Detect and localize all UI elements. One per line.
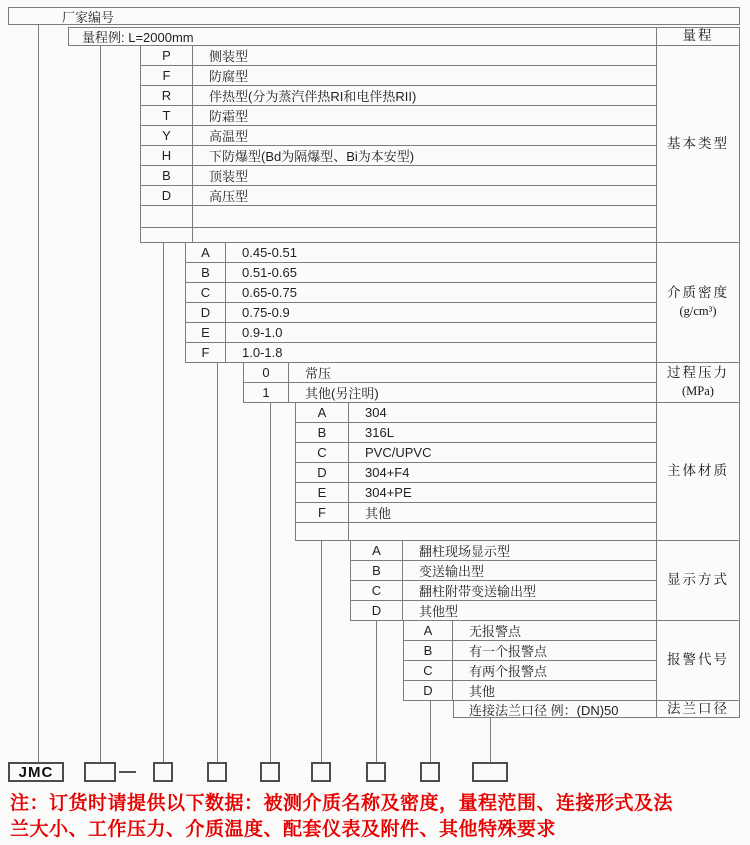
section-pressure xyxy=(243,362,740,403)
desc-cell xyxy=(193,228,656,242)
ordering-note: 注：订货时请提供以下数据：被测介质名称及密度，量程范围、连接形式及法兰大小、工作压力、介质温度、配套仪表及附件、其他特殊要求 xyxy=(10,793,674,840)
desc-cell: 变送输出型 xyxy=(419,564,485,579)
desc-cell: PVC/UPVC xyxy=(365,445,432,460)
connector-line-pressure xyxy=(270,402,271,762)
table-row xyxy=(186,263,656,283)
connector-line-manufacturer xyxy=(38,24,39,762)
category-label: 基本类型 xyxy=(667,135,729,151)
table-row xyxy=(141,126,656,146)
table-row-empty xyxy=(296,523,656,540)
code-cell: B xyxy=(141,166,193,185)
connector-line-basic-type xyxy=(163,242,164,762)
code-cell: C xyxy=(186,283,226,302)
table-row xyxy=(186,243,656,263)
code-cell xyxy=(141,228,193,242)
desc-cell: 304 xyxy=(365,405,387,420)
flange-text: 连接法兰口径 例：(DN)50 xyxy=(469,702,619,718)
table-row xyxy=(404,621,656,641)
table-row xyxy=(404,641,656,661)
desc-cell: 常压 xyxy=(305,366,332,381)
table-row xyxy=(186,303,656,323)
code-cell: A xyxy=(296,403,349,422)
code-cell: E xyxy=(186,323,226,342)
code-cell: C xyxy=(404,661,453,680)
desc-cell: 1.0-1.8 xyxy=(242,345,283,360)
desc-cell: 0.65-0.75 xyxy=(242,285,297,300)
code-cell: F xyxy=(141,66,193,85)
code-cell: A xyxy=(186,243,226,262)
code-cell: F xyxy=(296,503,349,522)
category-label: 显示方式 xyxy=(667,572,729,588)
category-label: 报警代号 xyxy=(667,652,729,668)
section-flange xyxy=(453,700,740,718)
desc-cell: 0.45-0.51 xyxy=(242,245,297,260)
category-label: 过程压力 xyxy=(667,365,729,381)
code-cell: Y xyxy=(141,126,193,145)
table-row xyxy=(141,186,656,206)
connector-line-display xyxy=(376,620,377,762)
desc-cell: 侧装型 xyxy=(209,49,249,64)
desc-cell: 顶装型 xyxy=(209,169,249,184)
range-category-label: 量程 xyxy=(682,28,714,44)
code-box-pressure xyxy=(260,762,280,782)
desc-cell: 有一个报警点 xyxy=(469,644,548,659)
table-row xyxy=(141,46,656,66)
desc-cell: 翻柱现场显示型 xyxy=(419,544,511,559)
code-cell xyxy=(141,206,193,227)
table-row xyxy=(244,363,656,383)
table-row xyxy=(186,283,656,303)
connector-line-alarm xyxy=(430,700,431,762)
code-cell: B xyxy=(351,561,403,580)
code-cell: A xyxy=(404,621,453,640)
section-basic-type xyxy=(140,45,740,243)
desc-cell: 其他 xyxy=(365,506,392,521)
code-cell: C xyxy=(296,443,349,462)
code-cell: B xyxy=(404,641,453,660)
table-row xyxy=(351,561,656,581)
category-cell xyxy=(656,621,739,700)
connector-line-density xyxy=(217,362,218,762)
category-cell xyxy=(656,701,739,717)
table-row xyxy=(351,581,656,601)
category-cell xyxy=(656,363,739,402)
category-label: 主体材质 xyxy=(667,463,729,479)
desc-cell: 翻柱附带变送输出型 xyxy=(419,584,537,599)
table-row xyxy=(404,681,656,700)
connector-line-material xyxy=(321,540,322,762)
table-row xyxy=(351,541,656,561)
category-cell xyxy=(656,46,739,242)
table-row xyxy=(296,483,656,503)
code-box-alarm xyxy=(420,762,440,782)
connector-line-range xyxy=(100,45,101,762)
section-density xyxy=(185,242,740,363)
category-unit: (MPa) xyxy=(682,384,714,399)
code-cell: F xyxy=(186,343,226,362)
code-cell: D xyxy=(296,463,349,482)
model-prefix-box xyxy=(8,762,64,782)
table-row xyxy=(141,146,656,166)
code-cell: E xyxy=(296,483,349,502)
range-row xyxy=(68,27,740,46)
table-row xyxy=(141,166,656,186)
desc-cell: 其他 xyxy=(469,684,496,699)
model-prefix-label: JMC xyxy=(18,763,54,781)
code-cell: D xyxy=(404,681,453,700)
table-row xyxy=(244,383,656,402)
code-dash xyxy=(119,771,136,773)
code-cell: C xyxy=(351,581,403,600)
section-material xyxy=(295,402,740,541)
desc-cell: 伴热型(分为蒸汽伴热RI和电伴热RII) xyxy=(209,89,417,104)
desc-cell: 其他型 xyxy=(419,604,459,619)
code-cell: R xyxy=(141,86,193,105)
category-label: 介质密度 xyxy=(667,285,729,301)
category-cell xyxy=(656,243,739,362)
desc-cell: 无报警点 xyxy=(469,624,522,639)
desc-cell: 高压型 xyxy=(209,189,249,204)
code-cell: B xyxy=(186,263,226,282)
code-box-material xyxy=(311,762,331,782)
range-category-cell xyxy=(656,28,739,45)
table-row xyxy=(141,106,656,126)
code-cell: B xyxy=(296,423,349,442)
code-cell: T xyxy=(141,106,193,125)
desc-cell: 有两个报警点 xyxy=(469,664,548,679)
code-cell xyxy=(296,523,349,540)
category-cell xyxy=(656,541,739,620)
code-cell: D xyxy=(186,303,226,322)
manufacturer-row xyxy=(8,7,740,25)
desc-cell xyxy=(349,523,656,540)
range-example: 量程例: L=2000mm xyxy=(82,30,194,45)
desc-cell: 304+PE xyxy=(365,485,412,500)
desc-cell: 防腐型 xyxy=(209,69,249,84)
desc-cell: 0.9-1.0 xyxy=(242,325,283,340)
table-row xyxy=(141,86,656,106)
desc-cell: 下防爆型(Bd为隔爆型、Bi为本安型) xyxy=(209,149,415,164)
desc-cell xyxy=(193,206,656,227)
desc-cell: 高温型 xyxy=(209,129,249,144)
code-cell: D xyxy=(141,186,193,205)
code-cell: D xyxy=(351,601,403,620)
desc-cell: 316L xyxy=(365,425,394,440)
table-row xyxy=(296,503,656,523)
table-row xyxy=(296,403,656,423)
desc-cell: 0.51-0.65 xyxy=(242,265,297,280)
table-row-empty xyxy=(141,206,656,228)
category-unit: (g/cm³) xyxy=(679,304,717,319)
table-row xyxy=(186,343,656,362)
code-box-flange xyxy=(472,762,508,782)
table-row xyxy=(404,661,656,681)
table-row xyxy=(296,423,656,443)
code-box-display xyxy=(366,762,386,782)
code-cell: A xyxy=(351,541,403,560)
desc-cell: 304+F4 xyxy=(365,465,410,480)
manufacturer-label: 厂家编号 xyxy=(62,9,115,25)
section-alarm xyxy=(403,620,740,701)
table-row xyxy=(296,463,656,483)
table-row xyxy=(186,323,656,343)
category-cell xyxy=(656,403,739,540)
code-cell: 0 xyxy=(244,363,289,382)
table-row-empty xyxy=(141,228,656,242)
code-cell: H xyxy=(141,146,193,165)
table-row xyxy=(296,443,656,463)
desc-cell: 0.75-0.9 xyxy=(242,305,290,320)
section-display xyxy=(350,540,740,621)
code-box-range xyxy=(84,762,116,782)
code-box-density xyxy=(207,762,227,782)
code-box-basic-type xyxy=(153,762,173,782)
desc-cell: 防霜型 xyxy=(209,109,249,124)
connector-line-flange xyxy=(490,717,491,762)
category-label: 法兰口径 xyxy=(667,700,729,716)
desc-cell: 其他(另注明) xyxy=(305,386,379,401)
table-row xyxy=(141,66,656,86)
table-row xyxy=(351,601,656,620)
code-cell: P xyxy=(141,46,193,65)
code-cell: 1 xyxy=(244,383,289,402)
